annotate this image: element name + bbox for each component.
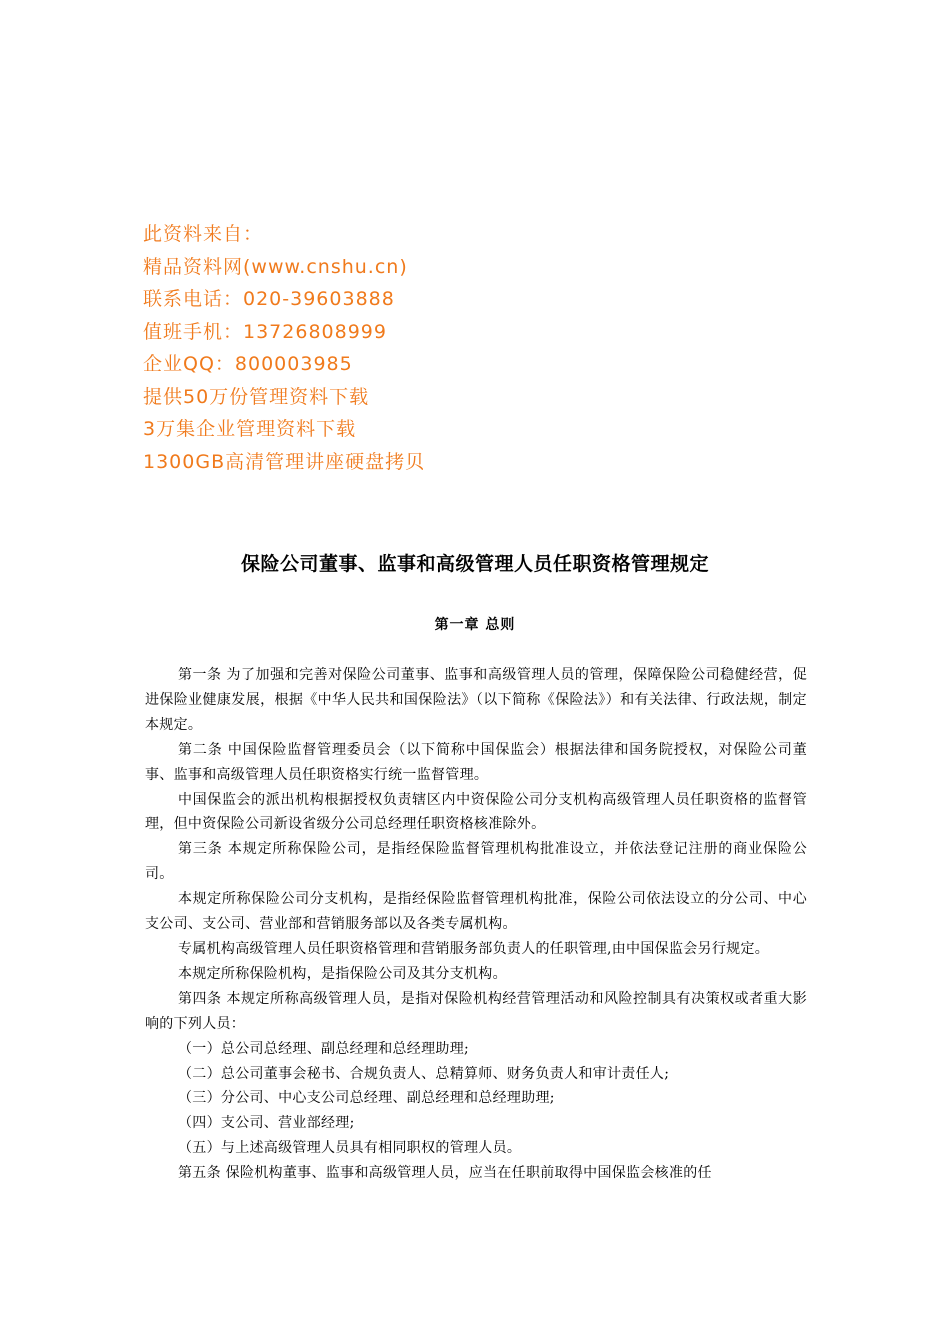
ad-line-offer-documents: 提供50万份管理资料下载 xyxy=(143,385,370,408)
article-2: 第二条 中国保险监督管理委员会（以下简称中国保监会）根据法律和国务院授权，对保险公司董事、监事和高级管理人员任职资格实行统一监督管理。 xyxy=(145,741,807,783)
article-5: 第五条 保险机构董事、监事和高级管理人员，应当在任职前取得中国保监会核准的任 xyxy=(178,1165,712,1182)
list-item: （二）总公司董事会秘书、合规负责人、总精算师、财务负责人和审计责任人; xyxy=(178,1065,670,1082)
ad-line-offer-videos: 3万集企业管理资料下载 xyxy=(143,418,357,440)
list-item: （五）与上述高级管理人员具有相同职权的管理人员。 xyxy=(178,1140,522,1157)
list-item: （三）分公司、中心支公司总经理、副总经理和总经理助理; xyxy=(178,1090,555,1107)
article-3-paragraph-2: 本规定所称保险公司分支机构，是指经保险监督管理机构批准，保险公司依法设立的分公司、中心支公司、支公司、营业部和营销服务部以及各类专属机构。 xyxy=(145,891,807,933)
list-item: （一）总公司总经理、副总经理和总经理助理; xyxy=(178,1040,470,1057)
ad-line-phone: 联系电话：020-39603888 xyxy=(143,288,395,310)
source-advertisement xyxy=(143,218,563,478)
article-4: 第四条 本规定所称高级管理人员，是指对保险机构经营管理活动和风险控制具有决策权或者重大影响的下列人员： xyxy=(145,990,807,1032)
ad-line-qq: 企业QQ：800003985 xyxy=(143,353,353,375)
article-1: 第一条 为了加强和完善对保险公司董事、监事和高级管理人员的管理，保障保险公司稳健经营，促进保险业健康发展，根据《中华人民共和国保险法》（以下简称《保险法》）和有关法律、行政法规，制定本规定。 xyxy=(145,667,807,733)
ad-line-website: 精品资料网(www.cnshu.cn) xyxy=(143,255,408,278)
article-3-paragraph-4: 本规定所称保险机构，是指保险公司及其分支机构。 xyxy=(178,965,507,982)
ad-line-offer-lectures: 1300GB高清管理讲座硬盘拷贝 xyxy=(143,450,426,473)
article-3: 第三条 本规定所称保险公司，是指经保险监督管理机构批准设立，并依法登记注册的商业保险公司。 xyxy=(145,841,807,883)
document-body xyxy=(145,663,807,1186)
list-item: （四）支公司、营业部经理; xyxy=(178,1115,355,1132)
article-2-paragraph-2: 中国保监会的派出机构根据授权负责辖区内中资保险公司分支机构高级管理人员任职资格的监督管理，但中资保险公司新设省级分公司总经理任职资格核准除外。 xyxy=(145,791,807,833)
chapter-heading: 第一章 总则 xyxy=(434,617,516,633)
ad-line-source: 此资料来自： xyxy=(143,223,264,245)
document-title: 保险公司董事、监事和高级管理人员任职资格管理规定 xyxy=(240,553,709,575)
ad-line-mobile: 值班手机：13726808999 xyxy=(143,320,387,343)
article-3-paragraph-3: 专属机构高级管理人员任职资格管理和营销服务部负责人的任职管理,由中国保监会另行规定。 xyxy=(178,940,770,957)
